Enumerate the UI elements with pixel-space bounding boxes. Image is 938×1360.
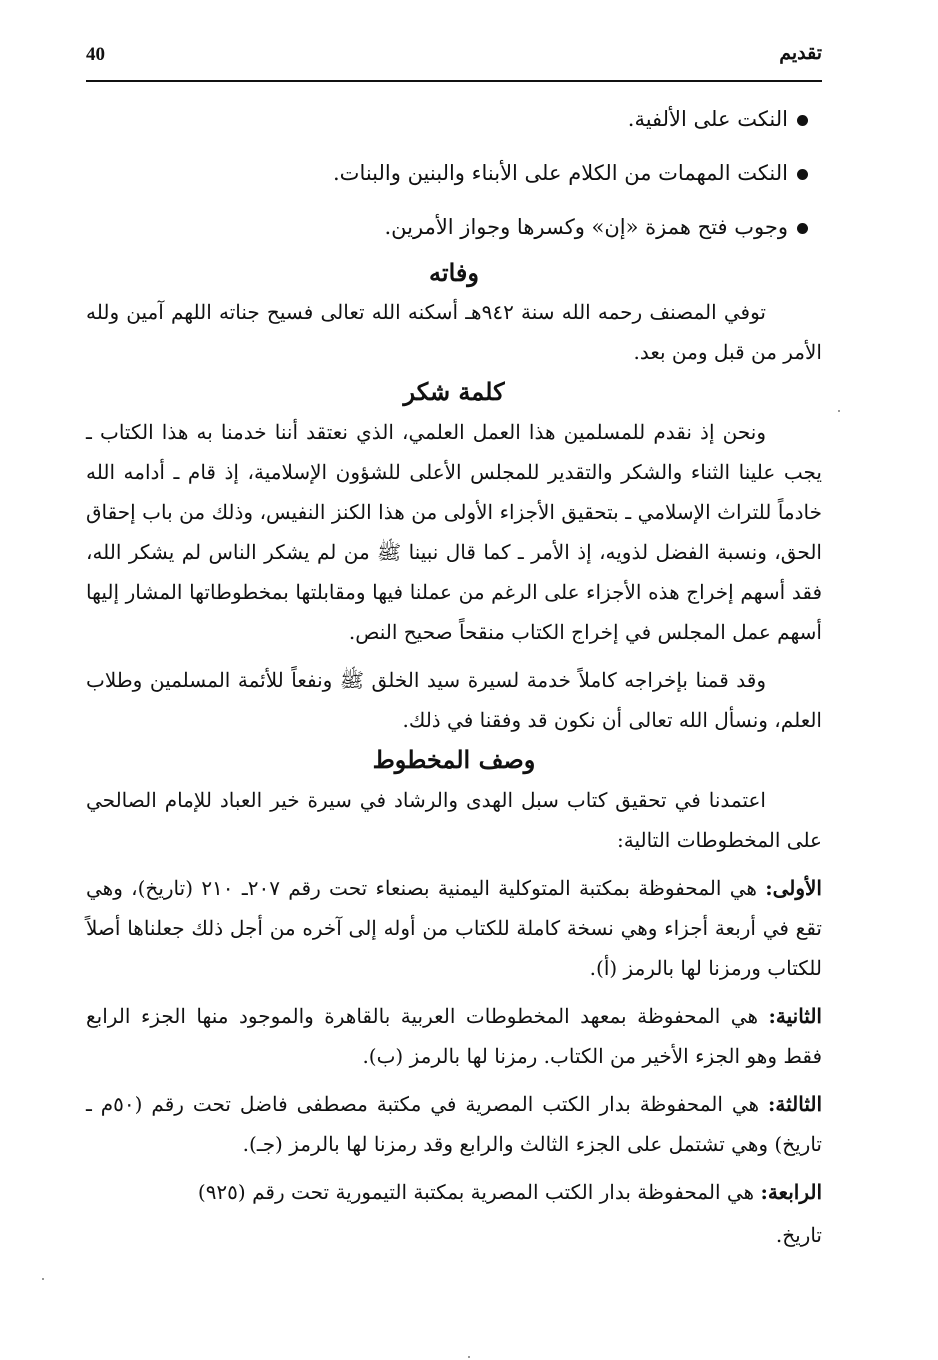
list-item <box>86 146 808 200</box>
bullet-icon <box>797 169 808 180</box>
page-body <box>86 92 822 1258</box>
bullet-icon <box>797 223 808 234</box>
section-heading-manuscript-description: وصف المخطوط <box>372 745 536 774</box>
page-header <box>86 42 822 82</box>
death-paragraph: توفي المصنف رحمه الله سنة ٩٤٢هـ أسكنه الله تعالى فسيح جناته اللهم آمين ولله الأمر من قبل ومن بعد. <box>86 300 822 364</box>
list-item-text: وجوب فتح همزة «إن» وكسرها وجواز الأمرين. <box>384 215 788 239</box>
manuscript-label: الثانية: <box>768 1004 822 1028</box>
section-heading-death: وفاته <box>429 258 479 287</box>
manuscript-text: هي المحفوظة بمكتبة المتوكلية اليمنية بصنعاء تحت رقم ٢٠٧ـ ٢١٠ (تاريخ)، وهي تقع في أربعة أجزاء وهي نسخة كاملة للكتاب من أوله إلى آخره من أجل ذلك جعلناها أصلاً للكتاب ورمزنا لها بالرمز (أ). <box>86 876 822 980</box>
running-title: تقديم <box>779 42 822 64</box>
manuscript-entry <box>86 996 822 1076</box>
page-number: 40 <box>86 44 105 65</box>
manuscript-text: هي المحفوظة بدار الكتب المصرية بمكتبة التيمورية تحت رقم (٩٢٥) <box>197 1180 761 1204</box>
manuscript-entry <box>86 1084 822 1164</box>
manuscript-label: الرابعة: <box>760 1180 822 1204</box>
section-heading-thanks: كلمة شكر <box>403 377 505 406</box>
manuscript-label: الأولى: <box>765 876 822 900</box>
thanks-paragraph: ونحن إذ نقدم للمسلمين هذا العمل العلمي، الذي نعتقد أننا خدمنا به هذا الكتاب ـ يجب علينا الثناء والشكر والتقدير للمجلس الأعلى للشؤون الإسلامية، إذ قام ـ أدامه الله خادماً للتراث الإسلامي ـ بتحقيق الأجزاء الأولى من هذا الكنز النفيس، وذلك من باب إحقاق الحق، ونسبة الفضل لذويه، إذ الأمر ـ كما قال نبينا ﷺ من لم يشكر الناس لم يشكر الله، فقد أسهم إخراج هذه الأجزاء على الرغم من عملنا فيها ومقابلتها بمخطوطاتها المشار إليها أسهم عمل المجلس في إخراج الكتاب منقحاً صحيح النص. <box>86 420 822 644</box>
list-item-text: النكت على الألفية. <box>627 107 788 131</box>
manuscript-entry <box>86 1172 822 1212</box>
list-item-text: النكت المهمات من الكلام على الأبناء والبنين والبنات. <box>333 161 788 185</box>
manuscripts-intro: اعتمدنا في تحقيق كتاب سبل الهدى والرشاد في سيرة خير العباد للإمام الصالحي على المخطوطات التالية: <box>86 788 822 852</box>
thanks-paragraph: وقد قمنا بإخراجه كاملاً خدمة لسيرة سيد الخلق ﷺ ونفعاً للأئمة المسلمين وطلاب العلم، ونسأل الله تعالى أن نكون قد وفقنا في ذلك. <box>86 668 822 732</box>
list-item <box>86 200 808 254</box>
manuscript-entry <box>86 868 822 988</box>
manuscript-entry-ending: تاريخ. <box>775 1223 822 1247</box>
scan-speck <box>838 410 840 412</box>
bullet-icon <box>797 115 808 126</box>
scan-speck <box>468 1356 470 1358</box>
manuscript-text: هي المحفوظة بمعهد المخطوطات العربية بالقاهرة والموجود منها الجزء الرابع فقط وهو الجزء الأخير من الكتاب. رمزنا لها بالرمز (ب). <box>86 1004 822 1068</box>
list-item <box>86 92 808 146</box>
manuscript-label: الثالثة: <box>767 1092 822 1116</box>
works-list <box>86 92 822 254</box>
manuscript-text: هي المحفوظة بدار الكتب المصرية في مكتبة مصطفى فاضل تحت رقم (٥٠م ـ تاريخ) وهي تشتمل على الجزء الثالث والرابع وقد رمزنا لها بالرمز (جـ). <box>86 1092 822 1156</box>
scan-speck <box>42 1278 44 1280</box>
